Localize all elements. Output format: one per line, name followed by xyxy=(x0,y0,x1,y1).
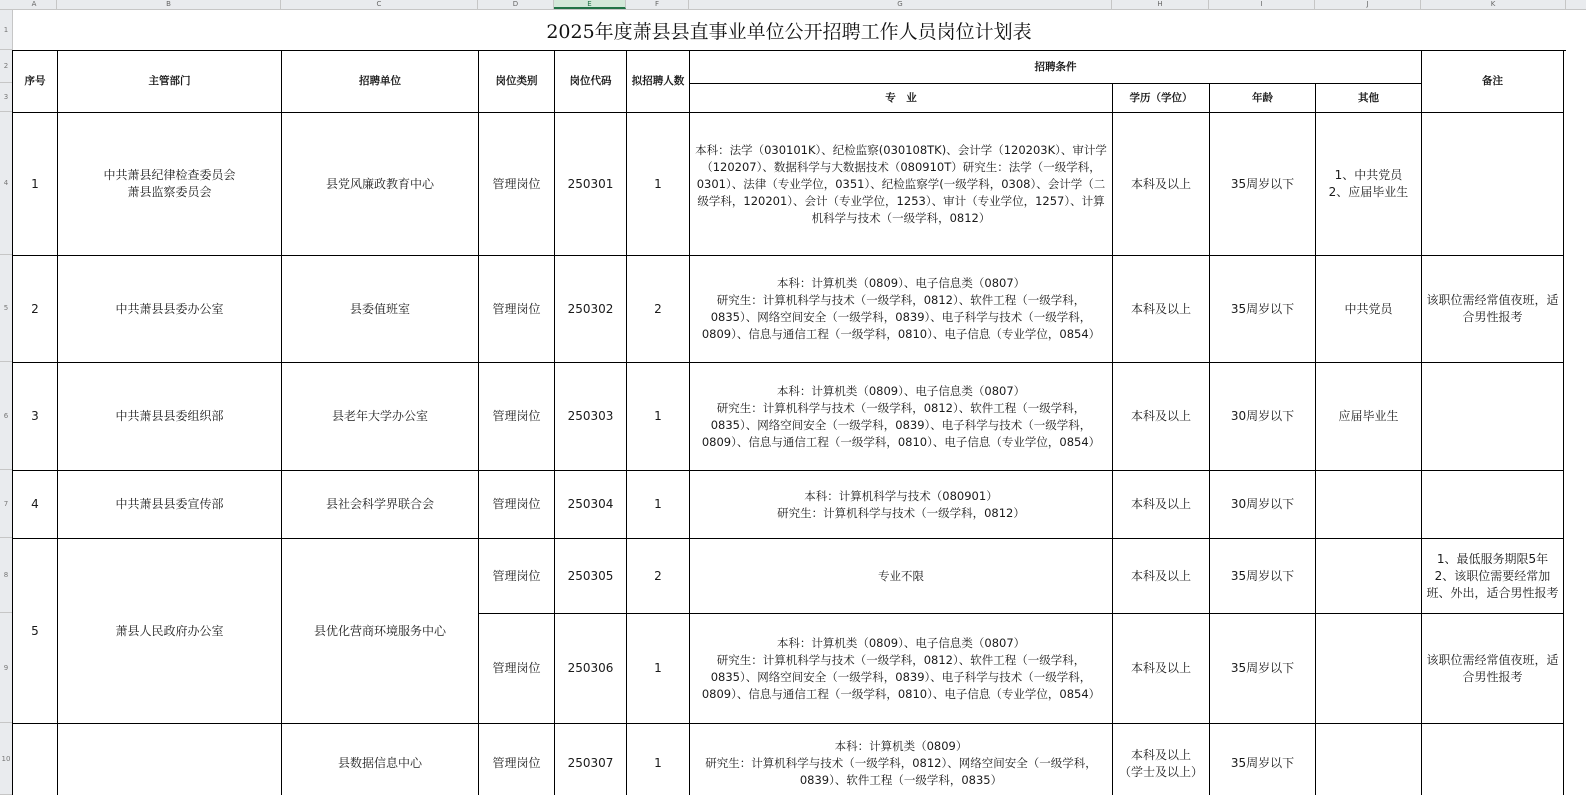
cell-major-grad: 研究生：计算机科学与技术（一级学科，0812）、软件工程（一级学科，0835）、网络空间安全（一级学科，0839）、电子科学与技术（一级学科，0809）、信息与通信工程（一级学科，0810）、电子信息（专业学位，0854） xyxy=(701,652,1101,701)
cell-note[interactable] xyxy=(1422,724,1564,795)
cell-note[interactable]: 该职位需经常值夜班，适合男性报考 xyxy=(1422,256,1564,363)
cell-count[interactable]: 1 xyxy=(627,724,690,795)
cell-major[interactable]: 专业不限 xyxy=(690,539,1113,614)
column-header-h[interactable]: H xyxy=(1112,0,1209,9)
cell-unit[interactable]: 县党风廉政教育中心 xyxy=(282,113,479,256)
sheet-title[interactable]: 2025年度萧县县直事业单位公开招聘工作人员岗位计划表 xyxy=(12,10,1566,51)
cell-dept[interactable] xyxy=(58,724,282,795)
cell-age[interactable]: 35周岁以下 xyxy=(1210,724,1316,795)
cell-age[interactable]: 30周岁以下 xyxy=(1210,471,1316,539)
cell-unit[interactable]: 县委值班室 xyxy=(282,256,479,363)
cell-major[interactable] xyxy=(690,363,1113,471)
cell-major-undergrad: 本科：计算机类（0809）、电子信息类（0807） xyxy=(776,635,1026,650)
cell-note[interactable] xyxy=(1422,113,1564,256)
cell-code[interactable]: 250302 xyxy=(555,256,627,363)
cell-type[interactable]: 管理岗位 xyxy=(479,724,555,795)
cell-major-grad: 研究生：计算机科学与技术（一级学科，0812）、软件工程（一级学科，0835）、网络空间安全（一级学科，0839）、电子科学与技术（一级学科，0809）、信息与通信工程（一级学科，0810）、电子信息（专业学位，0854） xyxy=(701,293,1101,341)
table-row xyxy=(13,113,1564,256)
cell-code[interactable]: 250307 xyxy=(555,724,627,795)
cell-count[interactable]: 1 xyxy=(627,614,690,724)
cell-major-grad: 研究生：计算机科学与技术（一级学科，0812）、软件工程（一级学科，0835）、网络空间安全（一级学科，0839）、电子科学与技术（一级学科，0809）、信息与通信工程（一级学科，0810）、电子信息（专业学位，0854） xyxy=(701,400,1101,449)
cell-other[interactable] xyxy=(1316,539,1422,614)
cell-unit[interactable]: 县数据信息中心 xyxy=(282,724,479,795)
header-other[interactable]: 其他 xyxy=(1316,84,1422,113)
table-row xyxy=(13,471,1564,539)
cell-major-undergrad: 本科：计算机类（0809）、电子信息类（0807） xyxy=(776,383,1026,398)
cell-count[interactable]: 2 xyxy=(627,256,690,363)
cell-count[interactable]: 1 xyxy=(627,363,690,471)
cell-dept[interactable]: 中共萧县县委组织部 xyxy=(58,363,282,471)
cell-dept[interactable]: 中共萧县县委宣传部 xyxy=(58,471,282,539)
cell-age[interactable]: 30周岁以下 xyxy=(1210,363,1316,471)
header-seq[interactable]: 序号 xyxy=(13,51,58,113)
column-header-f[interactable]: F xyxy=(626,0,689,9)
cell-major-grad: 研究生：计算机科学与技术（一级学科，0812）、网络空间安全（一级学科，0839）、软件工程（一级学科，0835） xyxy=(705,756,1097,787)
cell-edu-line: （学士及以上） xyxy=(1118,764,1203,779)
cell-dept-line: 萧县监察委员会 xyxy=(127,185,212,199)
cell-major-undergrad: 本科：计算机类（0809） xyxy=(834,739,968,753)
cell-code[interactable]: 250305 xyxy=(555,539,627,614)
row-header-1[interactable]: 1 xyxy=(0,10,12,50)
cell-count[interactable]: 1 xyxy=(627,471,690,539)
cell-note[interactable] xyxy=(1422,539,1564,614)
cell-code[interactable]: 250303 xyxy=(555,363,627,471)
cell-major[interactable] xyxy=(690,256,1113,363)
column-header-b[interactable]: B xyxy=(57,0,281,9)
cell-type[interactable]: 管理岗位 xyxy=(479,471,555,539)
header-age[interactable]: 年龄 xyxy=(1210,84,1316,113)
row-header-7[interactable]: 7 xyxy=(0,470,12,538)
cell-major[interactable] xyxy=(690,614,1113,724)
cell-edu[interactable] xyxy=(1113,724,1210,795)
column-header-e[interactable]: E xyxy=(554,0,626,9)
cell-major[interactable] xyxy=(690,724,1113,795)
cell-major[interactable]: 本科：法学（030101K）、纪检监察(030108TK)、会计学（120203K）、审计学（120207）、数据科学与大数据技术（080910T）研究生：法学（一级学科，0301）、法律（专业学位，0351）、纪检监察学(一级学科，0308）、会计学（二级学科，120201）、会计（专业学位，1253）、审计（专业学位，1257）、计算机科学与技术（一级学科，0812） xyxy=(690,113,1113,256)
table-row xyxy=(13,724,1564,795)
cell-other[interactable]: 中共党员 xyxy=(1316,256,1422,363)
cell-age[interactable]: 35周岁以下 xyxy=(1210,614,1316,724)
cell-seq[interactable] xyxy=(13,724,58,795)
column-header-i[interactable]: I xyxy=(1209,0,1315,9)
cell-unit[interactable]: 县老年大学办公室 xyxy=(282,363,479,471)
column-header-j[interactable]: J xyxy=(1315,0,1421,9)
cell-code[interactable]: 250301 xyxy=(555,113,627,256)
cell-dept[interactable]: 萧县人民政府办公室 xyxy=(58,539,282,724)
row-header-6[interactable]: 6 xyxy=(0,362,12,470)
row-header-4[interactable]: 4 xyxy=(0,112,12,255)
cell-other-line: 2、应届毕业生 xyxy=(1328,185,1409,199)
row-header-10[interactable]: 10 xyxy=(0,723,12,795)
cell-age[interactable]: 35周岁以下 xyxy=(1210,113,1316,256)
cell-seq[interactable]: 4 xyxy=(13,471,58,539)
cell-type[interactable]: 管理岗位 xyxy=(479,113,555,256)
cell-age[interactable]: 35周岁以下 xyxy=(1210,539,1316,614)
row-header-9[interactable]: 9 xyxy=(0,613,12,723)
header-dept[interactable]: 主管部门 xyxy=(58,51,282,113)
cell-age[interactable]: 35周岁以下 xyxy=(1210,256,1316,363)
cell-major[interactable] xyxy=(690,471,1113,539)
column-header-bar xyxy=(0,0,1586,10)
cell-edu[interactable]: 本科及以上 xyxy=(1113,614,1210,724)
cell-other[interactable]: 应届毕业生 xyxy=(1316,363,1422,471)
header-unit[interactable]: 招聘单位 xyxy=(282,51,479,113)
cell-unit[interactable]: 县优化营商环境服务中心 xyxy=(282,539,479,724)
cell-seq[interactable]: 3 xyxy=(13,363,58,471)
cell-edu[interactable]: 本科及以上 xyxy=(1113,363,1210,471)
cell-other[interactable] xyxy=(1316,113,1422,256)
header-count[interactable]: 拟招聘人数 xyxy=(627,51,690,113)
cell-type[interactable]: 管理岗位 xyxy=(479,363,555,471)
cell-major-undergrad: 本科：计算机类（0809）、电子信息类（0807） xyxy=(776,276,1026,290)
header-code[interactable]: 岗位代码 xyxy=(555,51,627,113)
cell-dept-line: 中共萧县纪律检查委员会 xyxy=(103,168,236,182)
cell-note[interactable]: 该职位需经常值夜班，适合男性报考 xyxy=(1422,614,1564,724)
cell-other[interactable] xyxy=(1316,724,1422,795)
cell-major-grad: 研究生：计算机科学与技术（一级学科，0812） xyxy=(777,505,1025,520)
column-header-a[interactable]: A xyxy=(12,0,57,9)
cell-note[interactable] xyxy=(1422,471,1564,539)
cell-other-line: 1、中共党员 xyxy=(1334,168,1403,182)
header-note[interactable]: 备注 xyxy=(1422,51,1564,113)
cell-seq[interactable]: 5 xyxy=(13,539,58,724)
cell-seq[interactable]: 2 xyxy=(13,256,58,363)
cell-edu[interactable]: 本科及以上 xyxy=(1113,471,1210,539)
cell-type[interactable]: 管理岗位 xyxy=(479,256,555,363)
cell-edu[interactable]: 本科及以上 xyxy=(1113,113,1210,256)
cell-dept[interactable]: 中共萧县县委办公室 xyxy=(58,256,282,363)
cell-unit[interactable]: 县社会科学界联合会 xyxy=(282,471,479,539)
row-header-8[interactable]: 8 xyxy=(0,538,12,613)
header-conditions[interactable]: 招聘条件 xyxy=(690,51,1422,84)
cell-code[interactable]: 250306 xyxy=(555,614,627,724)
cell-type[interactable]: 管理岗位 xyxy=(479,539,555,614)
table-row xyxy=(13,363,1564,471)
column-header-k[interactable]: K xyxy=(1421,0,1566,9)
row-header-5[interactable]: 5 xyxy=(0,255,12,362)
column-header-g[interactable]: G xyxy=(689,0,1112,9)
cell-code[interactable]: 250304 xyxy=(555,471,627,539)
column-header-d[interactable]: D xyxy=(478,0,554,9)
cell-dept[interactable] xyxy=(58,113,282,256)
cell-seq[interactable]: 1 xyxy=(13,113,58,256)
header-major[interactable]: 专 业 xyxy=(690,84,1113,113)
table-row xyxy=(13,256,1564,363)
column-header-c[interactable]: C xyxy=(281,0,478,9)
cell-edu-line: 本科及以上 xyxy=(1130,747,1191,762)
row-header-3[interactable]: 3 xyxy=(0,83,12,112)
table-row xyxy=(13,539,1564,614)
cell-edu[interactable]: 本科及以上 xyxy=(1113,539,1210,614)
header-edu[interactable]: 学历（学位） xyxy=(1113,84,1210,113)
cell-edu[interactable]: 本科及以上 xyxy=(1113,256,1210,363)
cell-type[interactable]: 管理岗位 xyxy=(479,614,555,724)
row-header-2[interactable]: 2 xyxy=(0,50,12,83)
cell-major-undergrad: 本科：计算机科学与技术（080901） xyxy=(804,488,998,503)
cell-note-line: 1、最低服务期限5年 xyxy=(1436,551,1549,566)
cell-count[interactable]: 2 xyxy=(627,539,690,614)
header-type[interactable]: 岗位类别 xyxy=(479,51,555,113)
cell-note[interactable] xyxy=(1422,363,1564,471)
spreadsheet-grid xyxy=(12,10,1586,795)
cell-note-line: 2、该职位需要经常加班、外出，适合男性报考 xyxy=(1426,568,1559,600)
cell-other[interactable] xyxy=(1316,614,1422,724)
cell-count[interactable]: 1 xyxy=(627,113,690,256)
recruitment-table xyxy=(12,50,1564,795)
cell-other[interactable] xyxy=(1316,471,1422,539)
